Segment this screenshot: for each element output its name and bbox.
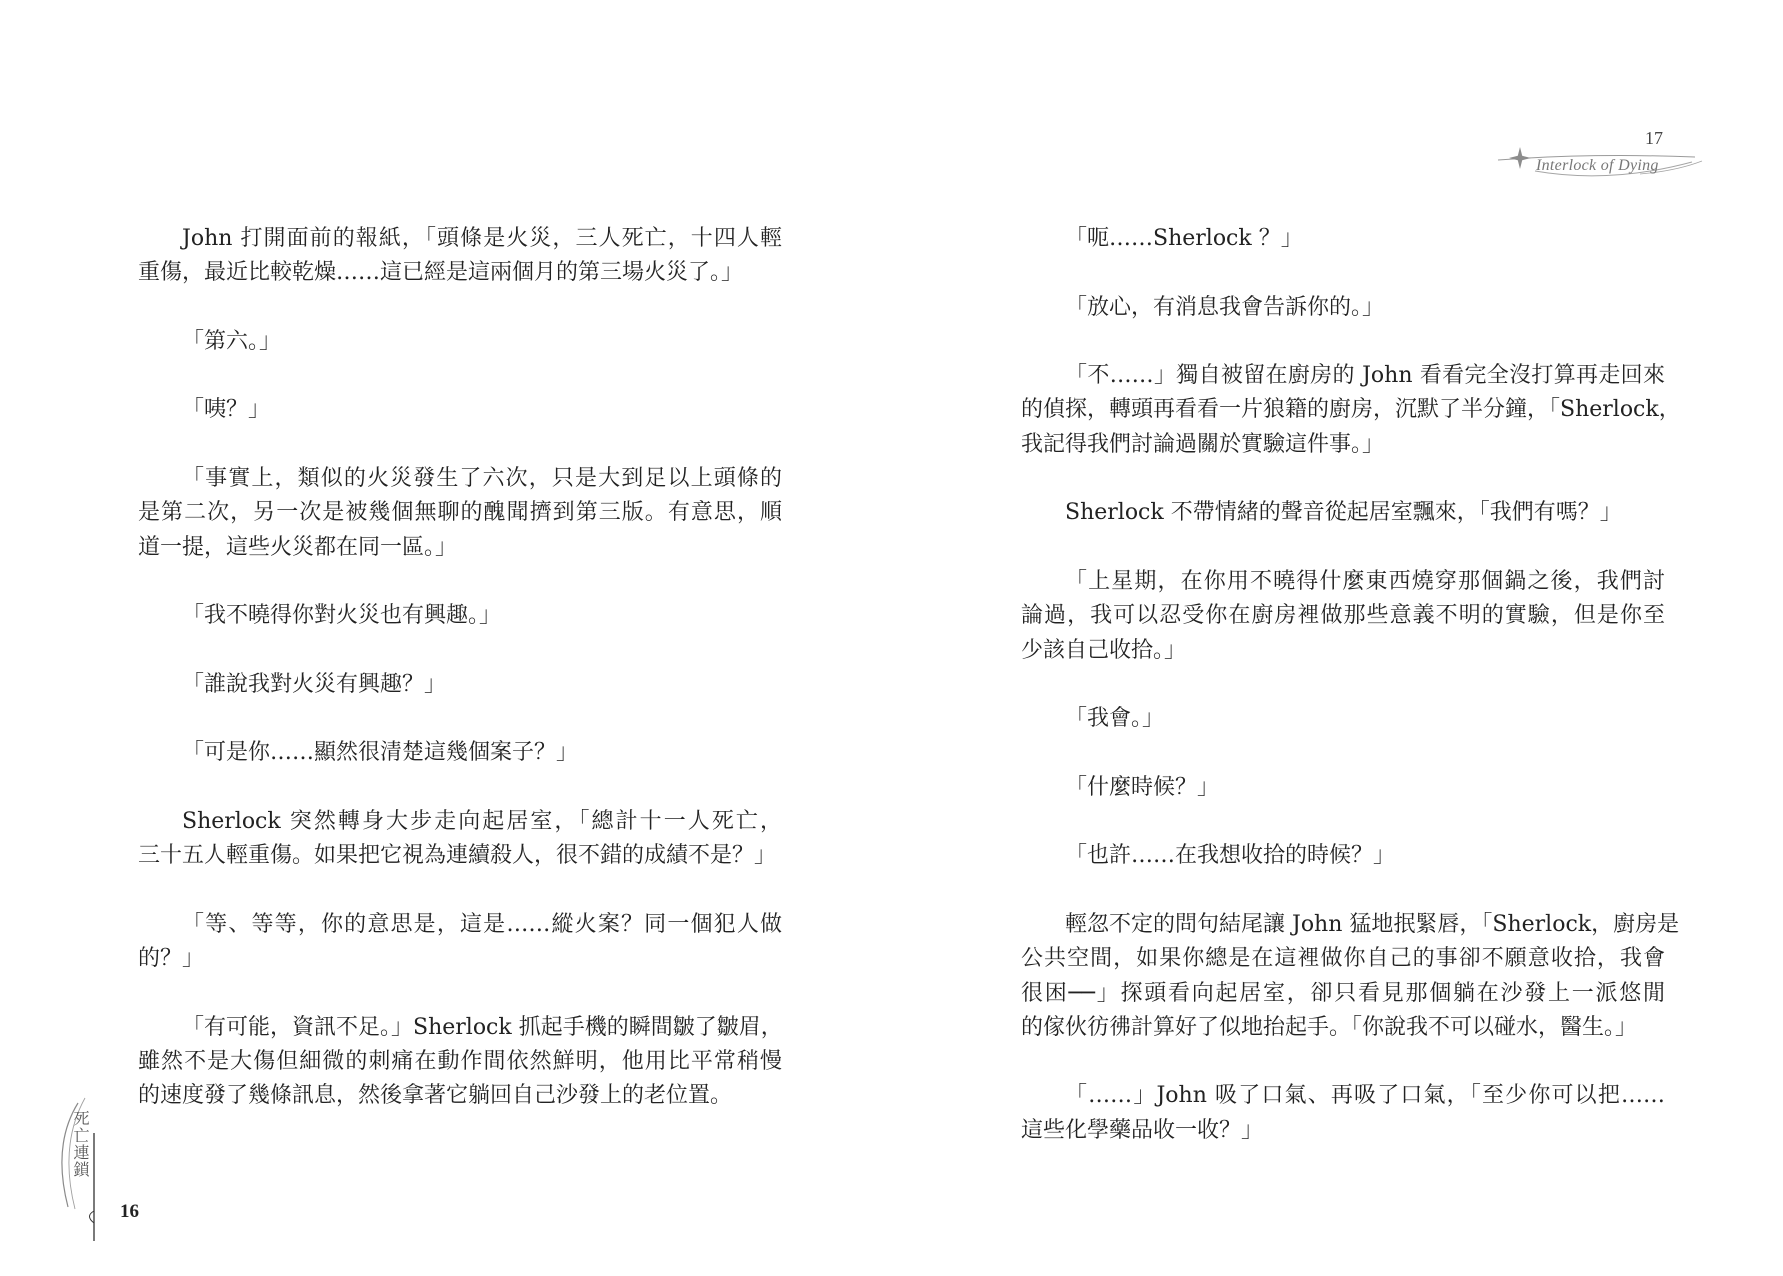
text-line: 「不……」獨自被留在廚房的 John 看看完全沒打算再走回來 xyxy=(1065,363,1665,389)
paragraph xyxy=(138,805,782,874)
left-page-text xyxy=(138,222,782,1148)
paragraph xyxy=(138,736,782,770)
text-line: 「可是你……顯然很清楚這幾個案子？」 xyxy=(182,740,579,766)
paragraph xyxy=(138,393,782,427)
text-line: 「咦？」 xyxy=(182,397,271,423)
text-line: John 打開面前的報紙，「頭條是火災，三人死亡，十四人輕 xyxy=(182,226,782,251)
right-page-number: 17 xyxy=(1645,128,1663,148)
text-line: 公共空間，如果你總是在這裡做你自己的事卻不願意收拾，我會 xyxy=(1021,946,1665,972)
text-line: 這些化學藥品收一收？」 xyxy=(1021,1117,1264,1143)
text-line: 三十五人輕重傷。如果把它視為連續殺人，很不錯的成績不是？」 xyxy=(138,843,777,869)
text-line: 「第六。」 xyxy=(182,328,282,354)
text-line: 輕忽不定的問句結尾讓 John 猛地抿緊唇，「Sherlock，廚房是 xyxy=(1065,911,1680,937)
text-line: 「有可能，資訊不足。」Sherlock 抓起手機的瞬間皺了皺眉， xyxy=(182,1014,783,1040)
text-line: 論過，我可以忍受你在廚房裡做那些意義不明的實驗，但是你至 xyxy=(1021,603,1665,629)
paragraph xyxy=(1021,222,1665,256)
text-line: Sherlock 突然轉身大步走向起居室，「總計十一人死亡， xyxy=(182,809,782,835)
paragraph xyxy=(1021,839,1665,873)
text-line: 「什麼時候？」 xyxy=(1065,774,1220,800)
text-line: 雖然不是大傷但細微的刺痛在動作間依然鮮明，他用比平常稍慢 xyxy=(138,1049,782,1075)
text-line: 「上星期，在你用不曉得什麼東西燒穿那個鍋之後，我們討 xyxy=(1065,568,1665,594)
text-line: 「等、等等，你的意思是，這是……縱火案？同一個犯人做 xyxy=(182,911,782,937)
text-line: 重傷，最近比較乾燥……這已經是這兩個月的第三場火災了。」 xyxy=(138,260,744,286)
left-page-number: 16 xyxy=(120,1201,139,1222)
text-line: 少該自己收拾。」 xyxy=(1021,637,1187,663)
paragraph xyxy=(1021,908,1680,1045)
text-line: 「……」John 吸了口氣、再吸了口氣，「至少你可以把…… xyxy=(1065,1083,1665,1109)
paragraph xyxy=(138,222,782,291)
paragraph xyxy=(1021,1079,1665,1148)
text-line: 是第二次，另一次是被幾個無聊的醜聞擠到第三版。有意思，順 xyxy=(138,500,782,526)
text-line: 我記得我們討論過關於實驗這件事。」 xyxy=(1021,431,1385,457)
paragraph xyxy=(1021,496,1665,530)
paragraph xyxy=(1021,359,1681,462)
text-line: 「事實上，類似的火災發生了六次，只是大到足以上頭條的 xyxy=(182,466,782,492)
paragraph xyxy=(1021,291,1665,325)
text-line: 「誰說我對火災有興趣？」 xyxy=(182,671,447,697)
right-page-text xyxy=(1021,222,1681,1182)
text-line: 「也許……在我想收拾的時候？」 xyxy=(1065,843,1396,869)
paragraph xyxy=(138,1011,782,1114)
paragraph xyxy=(1021,565,1665,668)
text-line: 「我不曉得你對火災也有興趣。」 xyxy=(182,603,502,629)
paragraph xyxy=(138,462,782,565)
footer-book-title: 死亡連鎖 xyxy=(71,1110,90,1178)
text-line: 「呃……Sherlock ？」 xyxy=(1065,226,1303,251)
paragraph xyxy=(138,599,782,633)
paragraph xyxy=(1021,702,1665,736)
text-line: 的？」 xyxy=(138,946,205,972)
text-line: 的偵探，轉頭再看看一片狼籍的廚房，沉默了半分鐘，「Sherlock， xyxy=(1021,397,1681,423)
header-book-title: Interlock of Dying xyxy=(1536,157,1659,174)
text-line: 的速度發了幾條訊息，然後拿著它躺回自己沙發上的老位置。 xyxy=(138,1083,733,1109)
paragraph xyxy=(138,325,782,359)
text-line: 很困──」探頭看向起居室，卻只看見那個躺在沙發上一派悠閒 xyxy=(1021,980,1665,1006)
paragraph xyxy=(138,908,782,977)
paragraph xyxy=(1021,771,1665,805)
text-line: 「我會。」 xyxy=(1065,706,1165,732)
text-line: 「放心，有消息我會告訴你的。」 xyxy=(1065,294,1385,320)
text-line: Sherlock 不帶情緒的聲音從起居室飄來，「我們有嗎？」 xyxy=(1065,500,1622,526)
paragraph xyxy=(138,668,782,702)
text-line: 道一提，這些火災都在同一區。」 xyxy=(138,534,458,560)
text-line: 的傢伙彷彿計算好了似地抬起手。「你說我不可以碰水，醫生。」 xyxy=(1021,1014,1638,1040)
